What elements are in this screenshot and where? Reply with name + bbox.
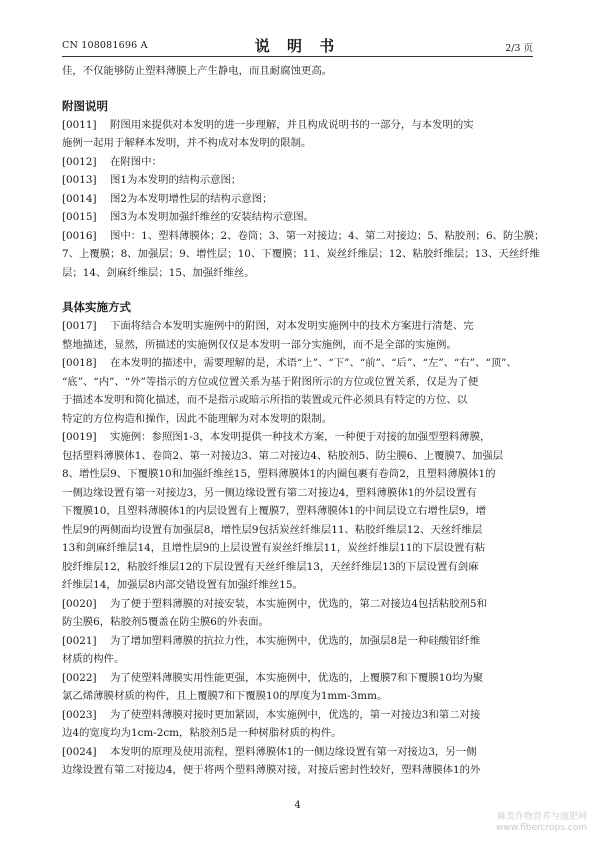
paragraph-text: 施例一起用于解释本发明，并不构成对本发明的限制。 xyxy=(62,137,312,149)
paragraph-line xyxy=(62,484,534,503)
document-title: 说 明 书 xyxy=(254,37,341,55)
paragraph-line xyxy=(62,410,534,429)
paragraph-text: 防尘膜6，粘胶剂5覆盖在防尘膜6的外表面。 xyxy=(62,616,269,628)
paragraph-number: [0017] xyxy=(62,320,97,332)
page-number: 4 xyxy=(294,800,301,811)
paragraph-number: [0022] xyxy=(62,671,97,684)
paragraph-number: [0014] xyxy=(62,192,97,205)
drawings-paragraphs xyxy=(62,116,545,283)
embodiment-paragraphs xyxy=(62,317,534,780)
watermark-url: www.fibercrops.com xyxy=(496,823,587,833)
header-divider xyxy=(62,56,533,57)
paragraph-line xyxy=(62,208,534,227)
paragraph-line xyxy=(62,116,534,135)
paragraph-text: 为了使塑料薄膜对接时更加紧固，本实施例中，优选的，第一对接边3和第二对接 xyxy=(110,708,481,721)
paragraph-line xyxy=(62,336,534,355)
document-body xyxy=(62,62,545,780)
paragraph-line xyxy=(62,706,534,725)
paragraph-text: 附图用来提供对本发明的进一步理解，并且构成说明书的一部分，与本发明的实 xyxy=(110,118,474,131)
paragraph-line xyxy=(62,687,534,706)
paragraph-number: [0018] xyxy=(62,357,97,369)
paragraph-text: 实施例：参照图1-3，本发明提供一种技术方案，一种便于对接的加强型塑料薄膜， xyxy=(110,431,491,443)
paragraph-text: 胶纤维层12，粘胶纤维层12的下层设置有天丝纤维层13，天丝纤维层13的下层设置有剑麻 xyxy=(62,560,479,573)
section-title-drawings: 附图说明 xyxy=(62,98,108,113)
paragraph-text: 图中：1、塑料薄膜体；2、卷筒；3、第一对接边；4、第二对接边；5、粘胶剂；6、防尘膜； xyxy=(110,229,545,242)
paragraph-text: 为了便于塑料薄膜的对接安装，本实施例中，优选的，第二对接边4包括粘胶剂5和 xyxy=(110,597,487,610)
paragraph-text: 下覆膜10，且塑料薄膜体1的内层设置有上覆膜7，塑料薄膜体1的中间层设立右增性层9，增 xyxy=(62,505,487,517)
paragraph-line xyxy=(62,558,534,577)
paragraph-line xyxy=(62,595,534,614)
paragraph-line xyxy=(62,743,534,762)
paragraph-line xyxy=(62,190,534,209)
paragraph-text: 于描述本发明和简化描述，而不是指示或暗示所指的装置或元件必须具有特定的方位、以 xyxy=(62,394,468,406)
paragraph-text: 图1为本发明的结构示意图； xyxy=(110,174,242,186)
paragraph-text: 为了使塑料薄膜实用性能更强，本实施例中，优选的，上覆膜7和下覆膜10均为聚 xyxy=(110,671,484,684)
paragraph-line xyxy=(62,153,534,172)
paragraph-text: 图3为本发明加强纤维丝的安装结构示意图。 xyxy=(110,211,315,223)
paragraph-line xyxy=(62,373,534,392)
paragraph-line xyxy=(62,521,534,540)
paragraph-text: 特定的方位构造和操作，因此不能理解为对本发明的限制。 xyxy=(62,412,333,425)
paragraph-line xyxy=(62,354,534,373)
paragraph-number: [0012] xyxy=(62,155,97,168)
paragraph-line xyxy=(62,428,534,447)
paragraph-text: 图2为本发明增性层的结构示意图； xyxy=(110,192,273,205)
paragraph-line xyxy=(62,761,534,780)
paragraph-line xyxy=(62,391,534,410)
paragraph-text: 为了增加塑料薄膜的抗拉力性，本实施例中，优选的，加强层8是一种硅酸铝纤维 xyxy=(110,634,481,647)
paragraph-line xyxy=(62,171,534,190)
paragraph xyxy=(62,190,534,209)
paragraph-line xyxy=(62,576,534,595)
paragraph-text: 13和剑麻纤维层14，且增性层9的上层设置有炭丝纤维层11，炭丝纤维层11的下层设置有粘 xyxy=(62,542,486,554)
paragraph-number: [0024] xyxy=(62,745,97,758)
paragraph xyxy=(62,354,534,428)
paragraph xyxy=(62,428,534,595)
watermark-site-name: 麻类作物营养与施肥网 xyxy=(496,812,587,822)
publication-number: CN 108081696 A xyxy=(62,40,148,51)
paragraph xyxy=(62,116,534,153)
paragraph xyxy=(62,208,534,227)
paragraph xyxy=(62,227,545,283)
paragraph-line xyxy=(62,502,534,521)
paragraph-number: [0021] xyxy=(62,634,97,647)
paragraph-text: 层；14、剑麻纤维层；15、加强纤维丝。 xyxy=(62,266,255,279)
paragraph-line xyxy=(62,669,534,688)
paragraph xyxy=(62,595,534,632)
paragraph-number: [0016] xyxy=(62,229,97,242)
paragraph-line xyxy=(62,245,540,264)
paragraph-text: 性层9的两侧面均设置有加强层8，增性层9包括炭丝纤维层11、粘胶纤维层12、天丝纤维层 xyxy=(62,523,483,536)
paragraph-text: 本发明的原理及使用流程，塑料薄膜体1的一侧边缘设置有第一对接边3，另一侧 xyxy=(110,745,477,758)
paragraph-line xyxy=(62,724,534,743)
paragraph-text: 在附图中： xyxy=(110,155,162,168)
paragraph-line xyxy=(62,632,534,651)
paragraph-text: 8、增性层9、下覆膜10和加强纤维丝15，塑料薄膜体1的内圈包裹有卷筒2，且塑料薄膜体1的 xyxy=(62,468,496,480)
paragraph-line xyxy=(62,650,534,669)
paragraph xyxy=(62,706,534,743)
paragraph xyxy=(62,669,534,706)
paragraph-text: 包括塑料薄膜体1、卷筒2、第一对接边3、第二对接边4、粘胶剂5、防尘膜6、上覆膜7、加强层 xyxy=(62,449,504,462)
paragraph-number: [0013] xyxy=(62,174,97,186)
paragraph-line xyxy=(62,264,534,283)
paragraph-text: 在本发明的描述中，需要理解的是，术语“上”、“下”、“前”、“后”、“左”、“右”、“顶”、 xyxy=(110,357,517,369)
paragraph-number: [0023] xyxy=(62,708,97,721)
paragraph-line xyxy=(62,613,534,632)
continuation-line: 佳，不仅能够防止塑料薄膜上产生静电，而且耐腐蚀更高。 xyxy=(62,65,333,77)
paragraph-line xyxy=(62,317,534,336)
paragraph-text: 边4的宽度均为1cm-2cm，粘胶剂5是一种树脂材质的构件。 xyxy=(62,727,342,739)
paragraph-number: [0019] xyxy=(62,431,97,443)
section-title-embodiments: 具体实施方式 xyxy=(62,300,131,314)
paragraph-line xyxy=(62,465,534,484)
paragraph-text: 7、上覆膜；8、加强层；9、增性层；10、下覆膜；11、炭丝纤维层；12、粘胶纤维层；13、天丝纤维 xyxy=(62,248,540,260)
paragraph-line xyxy=(62,227,545,246)
paragraph-number: [0020] xyxy=(62,597,97,610)
paragraph-text: 一侧边缘设置有第一对接边3，另一侧边缘设置有第二对接边4，塑料薄膜体1的外层设置有 xyxy=(62,486,477,499)
paragraph-line xyxy=(62,447,534,466)
paragraph xyxy=(62,153,534,172)
paragraph-number: [0011] xyxy=(62,118,97,131)
paragraph xyxy=(62,171,534,190)
page-header xyxy=(62,34,533,56)
paragraph-line xyxy=(62,134,534,153)
paragraph-text: 氯乙烯薄膜材质的构件，且上覆膜7和下覆膜10的厚度为1mm-3mm。 xyxy=(62,690,388,702)
paragraph xyxy=(62,743,534,780)
watermark xyxy=(496,812,587,834)
paragraph-line xyxy=(62,539,534,558)
paragraph-text: 下面将结合本发明实施例中的附图，对本发明实施例中的技术方案进行清楚、完 xyxy=(110,320,474,332)
paragraph-text: “底”、“内”、“外”等指示的方位或位置关系为基于附图所示的方位或位置关系，仅是为了便 xyxy=(62,375,479,388)
paragraph-number: [0015] xyxy=(62,211,97,223)
paragraph xyxy=(62,632,534,669)
paragraph-text: 边缘设置有第二对接边4，便于将两个塑料薄膜对接，对接后密封性较好，塑料薄膜体1的外 xyxy=(62,764,481,776)
paragraph xyxy=(62,317,534,354)
paragraph-text: 材质的构件。 xyxy=(62,653,125,665)
paragraph-text: 整地描述，显然，所描述的实施例仅仅是本发明一部分实施例，而不是全部的实施例。 xyxy=(62,338,457,351)
paragraph-text: 纤维层14，加强层8内部交错设置有加强纤维丝15。 xyxy=(62,579,303,591)
page-indicator: 2/3 页 xyxy=(505,43,533,54)
